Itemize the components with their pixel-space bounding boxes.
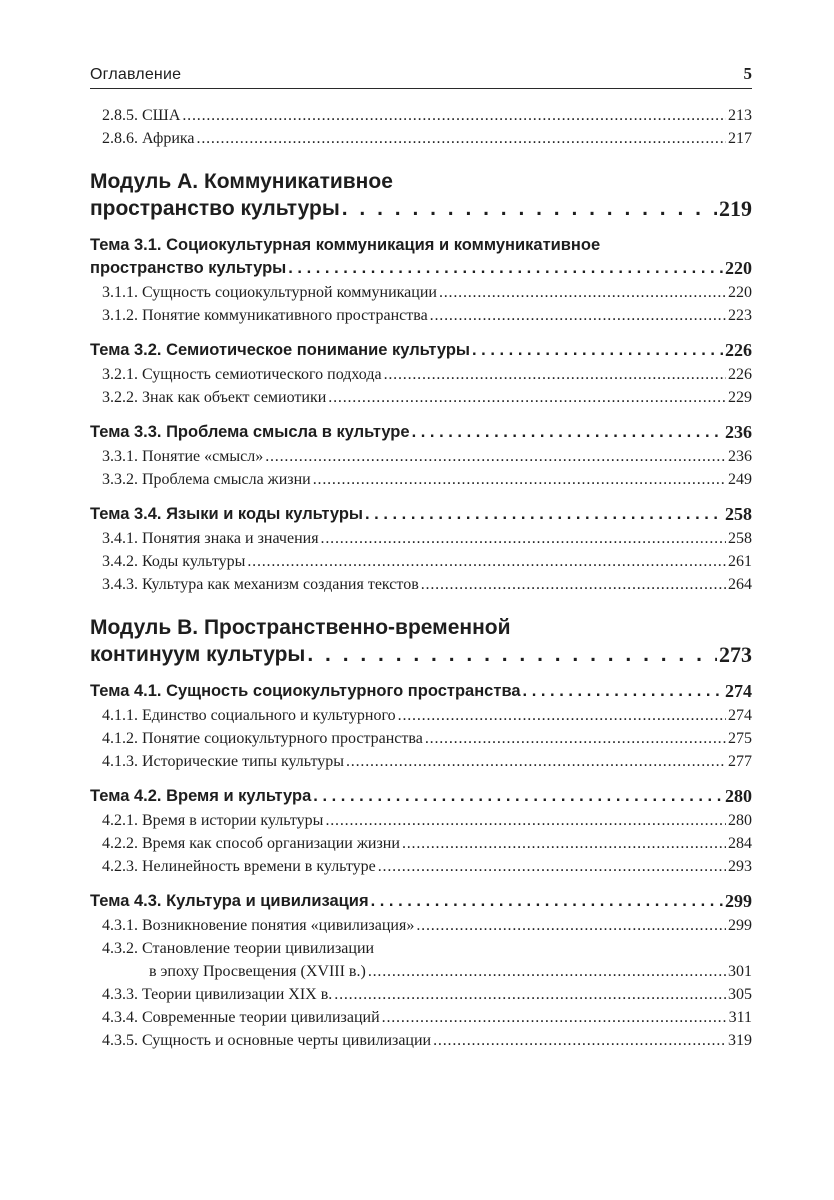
dot-leader	[430, 304, 726, 327]
dot-leader	[328, 386, 726, 409]
dot-leader	[472, 339, 723, 362]
toc-entry-4-1-3[interactable]: 4.1.3. Исторические типы культуры . . . 277	[90, 750, 752, 773]
toc-entry-4-1-2[interactable]: 4.1.2. Понятие социокультурного пространства . . . 275	[90, 727, 752, 750]
toc-theme-4-1[interactable]: Тема 4.1. Сущность социокультурного пространства . . . 274	[90, 680, 752, 703]
toc-entry-4-1-1[interactable]: 4.1.1. Единство социального и культурного . . . 274	[90, 704, 752, 727]
table-of-contents	[90, 104, 752, 1052]
dot-leader	[425, 727, 726, 750]
dot-leader	[247, 550, 726, 573]
running-title: Оглавление	[90, 66, 182, 83]
toc-page	[90, 64, 752, 1052]
dot-leader	[368, 960, 726, 983]
toc-entry-3-2-2[interactable]: 3.2.2. Знак как объект семиотики . . . 229	[90, 386, 752, 409]
theme-3-1-title-line1[interactable]: Тема 3.1. Социокультурная коммуникация и коммуникативное	[90, 236, 601, 254]
dot-leader	[384, 363, 726, 386]
toc-theme-4-2[interactable]: Тема 4.2. Время и культура . . . 280	[90, 785, 752, 808]
dot-leader	[313, 468, 726, 491]
toc-theme-3-2[interactable]: Тема 3.2. Семиотическое понимание культуры . . . 226	[90, 339, 752, 362]
dot-leader	[197, 127, 726, 150]
running-header	[90, 64, 752, 89]
toc-theme-4-3[interactable]: Тема 4.3. Культура и цивилизация . . . 299	[90, 890, 752, 913]
dot-leader	[334, 983, 726, 1006]
dot-leader	[182, 104, 726, 127]
toc-entry-3-4-3[interactable]: 3.4.3. Культура как механизм создания текстов . . . 264	[90, 573, 752, 596]
dot-leader	[402, 832, 726, 855]
toc-entry-3-1-2[interactable]: 3.1.2. Понятие коммуникативного пространства . . . 223	[90, 304, 752, 327]
page-number: 5	[743, 64, 752, 83]
toc-entry-2-8-6[interactable]: 2.8.6. Африка . . . 217	[90, 127, 752, 150]
toc-entry-3-4-2[interactable]: 3.4.2. Коды культуры . . . 261	[90, 550, 752, 573]
toc-entry-3-1-1[interactable]: 3.1.1. Сущность социокультурной коммуникации . . . 220	[90, 281, 752, 304]
toc-entry-3-4-1[interactable]: 3.4.1. Понятия знака и значения . . . 258	[90, 527, 752, 550]
module-b-title-line1[interactable]: Модуль В. Пространственно-временной	[90, 616, 511, 639]
dot-leader	[346, 750, 726, 773]
module-a-title-line1[interactable]: Модуль А. Коммуникативное	[90, 170, 393, 193]
toc-module-a[interactable]: пространство культуры . . . 219	[90, 195, 752, 222]
dot-leader	[288, 257, 723, 280]
dot-leader	[325, 809, 726, 832]
toc-module-b[interactable]: континуум культуры . . . 273	[90, 641, 752, 668]
dot-leader	[439, 281, 726, 304]
dot-leader	[416, 914, 726, 937]
toc-entry-3-3-2[interactable]: 3.3.2. Проблема смысла жизни . . . 249	[90, 468, 752, 491]
toc-theme-3-1[interactable]: пространство культуры . . . 220	[90, 257, 752, 280]
toc-entry-4-3-4[interactable]: 4.3.4. Современные теории цивилизаций . . . 311	[90, 1006, 752, 1029]
dot-leader	[382, 1006, 727, 1029]
dot-leader	[365, 503, 723, 526]
dot-leader	[342, 195, 717, 222]
dot-leader	[313, 785, 723, 808]
dot-leader	[523, 680, 723, 703]
toc-entry-3-3-1[interactable]: 3.3.1. Понятие «смысл» . . . 236	[90, 445, 752, 468]
dot-leader	[398, 704, 726, 727]
dot-leader	[371, 890, 723, 913]
dot-leader	[321, 527, 726, 550]
dot-leader	[307, 641, 717, 668]
dot-leader	[433, 1029, 726, 1052]
toc-entry-4-2-2[interactable]: 4.2.2. Время как способ организации жизни . . . 284	[90, 832, 752, 855]
toc-entry-4-3-2-line1[interactable]: 4.3.2. Становление теории цивилизации	[102, 940, 375, 957]
toc-entry-2-8-5[interactable]: 2.8.5. США . . . 213	[90, 104, 752, 127]
toc-theme-3-3[interactable]: Тема 3.3. Проблема смысла в культуре . . . 236	[90, 421, 752, 444]
dot-leader	[265, 445, 726, 468]
toc-theme-3-4[interactable]: Тема 3.4. Языки и коды культуры . . . 258	[90, 503, 752, 526]
toc-entry-4-3-5[interactable]: 4.3.5. Сущность и основные черты цивилизации . . . 319	[90, 1029, 752, 1052]
toc-entry-4-2-1[interactable]: 4.2.1. Время в истории культуры . . . 280	[90, 809, 752, 832]
dot-leader	[412, 421, 723, 444]
toc-entry-4-2-3[interactable]: 4.2.3. Нелинейность времени в культуре . . . 293	[90, 855, 752, 878]
toc-entry-3-2-1[interactable]: 3.2.1. Сущность семиотического подхода . . . 226	[90, 363, 752, 386]
dot-leader	[421, 573, 726, 596]
dot-leader	[378, 855, 726, 878]
toc-entry-4-3-1[interactable]: 4.3.1. Возникновение понятия «цивилизация» . . . 299	[90, 914, 752, 937]
toc-entry-4-3-2[interactable]: в эпоху Просвещения (XVIII в.) . . . 301	[90, 960, 752, 983]
toc-entry-4-3-3[interactable]: 4.3.3. Теории цивилизации XIX в. . . . 305	[90, 983, 752, 1006]
